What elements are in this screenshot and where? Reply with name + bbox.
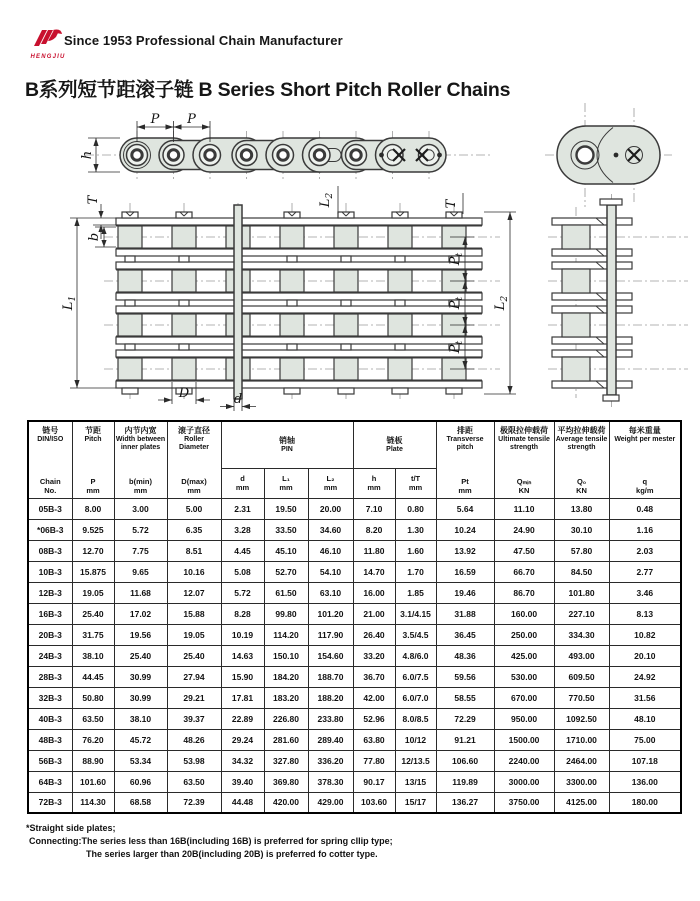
table-row (28, 792, 681, 813)
brand-logo-text: HENGJIU (30, 54, 66, 60)
table-cell: 15.875 (72, 561, 114, 582)
table-cell: 72B-3 (28, 792, 72, 813)
table-cell: 106.60 (436, 750, 494, 771)
table-row (28, 540, 681, 561)
table-cell: 19.05 (72, 582, 114, 603)
table-cell: 31.75 (72, 624, 114, 645)
table-cell: 11.10 (494, 498, 554, 519)
dim-label-d-roller: D (178, 386, 190, 401)
table-cell: 670.00 (494, 687, 554, 708)
table-cell: 56B-3 (28, 750, 72, 771)
table-cell: 5.64 (436, 498, 494, 519)
table-cell: 13.80 (554, 498, 609, 519)
table-cell: 1.85 (395, 582, 436, 603)
table-cell: 8.00 (72, 498, 114, 519)
table-cell: 24.92 (609, 666, 681, 687)
table-cell: 8.28 (221, 603, 264, 624)
col-transverse-pitch: 排距 Transverse pitch Pt mm (436, 421, 494, 498)
table-cell: 20B-3 (28, 624, 72, 645)
table-cell: 12/13.5 (395, 750, 436, 771)
table-cell: 68.58 (114, 792, 167, 813)
table-cell: 1.70 (395, 561, 436, 582)
subcol-pin-l1: L₁ mm (264, 468, 308, 498)
table-cell: 2.31 (221, 498, 264, 519)
table-cell: 1092.50 (554, 708, 609, 729)
table-cell: 30.99 (114, 687, 167, 708)
table-cell: 66.70 (494, 561, 554, 582)
table-cell: 29.24 (221, 729, 264, 750)
table-cell: 57.80 (554, 540, 609, 561)
table-cell: 4125.00 (554, 792, 609, 813)
table-row (28, 603, 681, 624)
table-cell: 2464.00 (554, 750, 609, 771)
footnotes (26, 822, 393, 861)
table-cell: 20.00 (308, 498, 353, 519)
table-cell: 25.40 (72, 603, 114, 624)
table-cell: 103.60 (353, 792, 395, 813)
table-cell: 54.10 (308, 561, 353, 582)
table-cell: 3.5/4.5 (395, 624, 436, 645)
page-title: B系列短节距滚子链 B Series Short Pitch Roller Chains (25, 79, 511, 101)
table-cell: 530.00 (494, 666, 554, 687)
table-cell: 60.96 (114, 771, 167, 792)
table-cell: 334.30 (554, 624, 609, 645)
table-cell: 24B-3 (28, 645, 72, 666)
table-cell: 4.45 (221, 540, 264, 561)
table-cell: 76.20 (72, 729, 114, 750)
table-cell: 17.81 (221, 687, 264, 708)
col-ultimate-strength: 极限拉伸载荷 Ultimate tensile strength Qₘᵢₙ KN (494, 421, 554, 498)
table-cell: 227.10 (554, 603, 609, 624)
table-cell: 6.0/7.0 (395, 687, 436, 708)
table-cell: 429.00 (308, 792, 353, 813)
table-cell: 47.50 (494, 540, 554, 561)
subcol-pin-d: d mm (221, 468, 264, 498)
dim-label-h: h (80, 150, 95, 160)
table-cell: 184.20 (264, 666, 308, 687)
table-cell: 5.72 (221, 582, 264, 603)
table-cell: 0.80 (395, 498, 436, 519)
table-cell: 7.75 (114, 540, 167, 561)
table-cell: 31.56 (609, 687, 681, 708)
subcol-plate-h: h mm (353, 468, 395, 498)
table-cell: 45.72 (114, 729, 167, 750)
table-row (28, 666, 681, 687)
table-cell: 13/15 (395, 771, 436, 792)
col-chain-no: 链号 DIN/ISO Chain No. (28, 421, 72, 498)
table-cell: 2240.00 (494, 750, 554, 771)
link-plan-view-drawing (545, 103, 672, 207)
table-cell: 101.60 (72, 771, 114, 792)
table-cell: 150.10 (264, 645, 308, 666)
table-cell: 46.10 (308, 540, 353, 561)
table-cell: 101.80 (554, 582, 609, 603)
table-cell: 1500.00 (494, 729, 554, 750)
table-cell: 8.13 (609, 603, 681, 624)
col-group-plate: 链板 Plate (353, 421, 436, 468)
table-row (28, 729, 681, 750)
table-cell: 4.8/6.0 (395, 645, 436, 666)
table-cell: 30.99 (114, 666, 167, 687)
table-cell: 114.20 (264, 624, 308, 645)
table-cell: 24.90 (494, 519, 554, 540)
table-cell: 28B-3 (28, 666, 72, 687)
table-cell: 21.00 (353, 603, 395, 624)
table-cell: 17.02 (114, 603, 167, 624)
table-cell: 38.10 (72, 645, 114, 666)
table-cell: 0.48 (609, 498, 681, 519)
table-cell: 7.10 (353, 498, 395, 519)
dim-label-pt1: $P_t$ (448, 252, 465, 266)
table-row (28, 771, 681, 792)
table-cell: 250.00 (494, 624, 554, 645)
table-cell: 5.00 (167, 498, 221, 519)
table-cell: 16.00 (353, 582, 395, 603)
dim-label-b: b (87, 232, 102, 242)
table-cell: 42.00 (353, 687, 395, 708)
table-cell: 50.80 (72, 687, 114, 708)
col-roller-diameter: 滚子直径 Roller Diameter D(max) mm (167, 421, 221, 498)
table-row (28, 687, 681, 708)
dim-label-pt3: $P_t$ (448, 340, 465, 354)
table-cell: 136.27 (436, 792, 494, 813)
table-cell: 15.90 (221, 666, 264, 687)
table-cell: 48.10 (609, 708, 681, 729)
col-inner-width: 内节内宽 Width between inner plates b(min) mm (114, 421, 167, 498)
spec-table (27, 420, 682, 814)
chain-side-view-drawing (80, 112, 492, 179)
table-cell: 493.00 (554, 645, 609, 666)
table-cell: 36.70 (353, 666, 395, 687)
spec-table-body (28, 498, 681, 813)
table-cell: 05B-3 (28, 498, 72, 519)
brand-tagline: Since 1953 Professional Chain Manufacturer (64, 33, 343, 48)
table-cell: 45.10 (264, 540, 308, 561)
dim-label-p2: P (187, 112, 196, 127)
dim-label-d-pin: d (233, 392, 243, 407)
table-cell: 10B-3 (28, 561, 72, 582)
table-cell: 61.50 (264, 582, 308, 603)
table-cell: 154.60 (308, 645, 353, 666)
multistrand-elevation-drawing (548, 194, 688, 408)
table-cell: 1.60 (395, 540, 436, 561)
table-cell: 3750.00 (494, 792, 554, 813)
table-cell: 19.56 (114, 624, 167, 645)
table-cell: 10.82 (609, 624, 681, 645)
table-cell: 86.70 (494, 582, 554, 603)
table-cell: 12.70 (72, 540, 114, 561)
table-cell: 25.40 (114, 645, 167, 666)
table-cell: 48B-3 (28, 729, 72, 750)
table-cell: 08B-3 (28, 540, 72, 561)
table-cell: 72.29 (436, 708, 494, 729)
table-cell: 22.89 (221, 708, 264, 729)
table-cell: 84.50 (554, 561, 609, 582)
table-cell: 9.65 (114, 561, 167, 582)
table-cell: 188.20 (308, 687, 353, 708)
dim-label-l2: $L_2$ (493, 295, 510, 311)
table-cell: 3000.00 (494, 771, 554, 792)
table-cell: 336.20 (308, 750, 353, 771)
table-cell: 12.07 (167, 582, 221, 603)
table-cell: 29.21 (167, 687, 221, 708)
dim-label-p1: P (150, 112, 160, 127)
table-cell: 48.26 (167, 729, 221, 750)
table-cell: 3.28 (221, 519, 264, 540)
table-cell: 3.46 (609, 582, 681, 603)
table-cell: 226.80 (264, 708, 308, 729)
col-weight: 每米重量 Weight per mester q kg/m (609, 421, 681, 498)
table-cell: 25.40 (167, 645, 221, 666)
table-cell: 12B-3 (28, 582, 72, 603)
table-cell: 107.18 (609, 750, 681, 771)
table-cell: 327.80 (264, 750, 308, 771)
table-cell: 378.30 (308, 771, 353, 792)
table-cell: 11.80 (353, 540, 395, 561)
table-cell: 14.70 (353, 561, 395, 582)
table-row (28, 519, 681, 540)
table-cell: 136.00 (609, 771, 681, 792)
subcol-pin-l2: L₂ mm (308, 468, 353, 498)
table-cell: 1.30 (395, 519, 436, 540)
dim-label-pt2: $P_t$ (448, 296, 465, 310)
table-cell: 40B-3 (28, 708, 72, 729)
table-cell: 38.10 (114, 708, 167, 729)
table-cell: 39.40 (221, 771, 264, 792)
table-cell: 36.45 (436, 624, 494, 645)
table-cell: 53.34 (114, 750, 167, 771)
table-cell: 33.50 (264, 519, 308, 540)
table-cell: 3.00 (114, 498, 167, 519)
table-cell: 52.96 (353, 708, 395, 729)
dim-label-t-left: T (86, 195, 101, 205)
table-row (28, 561, 681, 582)
multistrand-plan-view-drawing (61, 186, 516, 411)
table-cell: 77.80 (353, 750, 395, 771)
table-cell: 6.0/7.5 (395, 666, 436, 687)
table-cell: 9.525 (72, 519, 114, 540)
table-cell: 63.50 (72, 708, 114, 729)
table-cell: 15/17 (395, 792, 436, 813)
table-cell: 114.30 (72, 792, 114, 813)
footnote-line: The series larger than 20B(including 20B) is preferred fo cotter type. (86, 849, 378, 859)
table-cell: 59.56 (436, 666, 494, 687)
connecting-pin (234, 205, 242, 399)
table-cell: 63.80 (353, 729, 395, 750)
table-row (28, 708, 681, 729)
table-cell: 75.00 (609, 729, 681, 750)
table-cell: 88.90 (72, 750, 114, 771)
table-cell: 44.48 (221, 792, 264, 813)
table-cell: 13.92 (436, 540, 494, 561)
table-cell: 63.10 (308, 582, 353, 603)
table-cell: 39.37 (167, 708, 221, 729)
table-cell: *06B-3 (28, 519, 72, 540)
table-cell: 19.05 (167, 624, 221, 645)
table-cell: 10.16 (167, 561, 221, 582)
table-cell: 3300.00 (554, 771, 609, 792)
table-cell: 6.35 (167, 519, 221, 540)
table-cell: 53.98 (167, 750, 221, 771)
table-cell: 10.24 (436, 519, 494, 540)
table-cell: 5.72 (114, 519, 167, 540)
table-cell: 609.50 (554, 666, 609, 687)
dim-label-t-top: T (444, 199, 459, 209)
table-cell: 99.80 (264, 603, 308, 624)
table-row (28, 750, 681, 771)
roller-circles (124, 142, 440, 169)
table-cell: 289.40 (308, 729, 353, 750)
col-pitch: 节距 Pitch P mm (72, 421, 114, 498)
table-cell: 63.50 (167, 771, 221, 792)
table-cell: 32B-3 (28, 687, 72, 708)
table-cell: 770.50 (554, 687, 609, 708)
table-cell: 180.00 (609, 792, 681, 813)
table-cell: 101.20 (308, 603, 353, 624)
table-cell: 10/12 (395, 729, 436, 750)
col-group-pin: 销轴 PIN (221, 421, 353, 468)
table-cell: 117.90 (308, 624, 353, 645)
footnote-line: *Straight side plates; (26, 823, 116, 833)
table-cell: 72.39 (167, 792, 221, 813)
table-cell: 14.63 (221, 645, 264, 666)
table-cell: 425.00 (494, 645, 554, 666)
table-cell: 950.00 (494, 708, 554, 729)
table-row (28, 645, 681, 666)
dim-label-l2-top: $L_2$ (318, 192, 335, 208)
table-cell: 16B-3 (28, 603, 72, 624)
table-cell: 27.94 (167, 666, 221, 687)
table-cell: 10.19 (221, 624, 264, 645)
table-cell: 5.08 (221, 561, 264, 582)
table-cell: 369.80 (264, 771, 308, 792)
table-cell: 19.50 (264, 498, 308, 519)
table-cell: 44.45 (72, 666, 114, 687)
table-cell: 33.20 (353, 645, 395, 666)
table-cell: 15.88 (167, 603, 221, 624)
table-cell: 8.0/8.5 (395, 708, 436, 729)
table-cell: 91.21 (436, 729, 494, 750)
table-cell: 2.77 (609, 561, 681, 582)
table-cell: 31.88 (436, 603, 494, 624)
table-cell: 119.89 (436, 771, 494, 792)
table-row (28, 498, 681, 519)
table-cell: 11.68 (114, 582, 167, 603)
subcol-plate-t: t/T mm (395, 468, 436, 498)
table-cell: 3.1/4.15 (395, 603, 436, 624)
table-cell: 8.20 (353, 519, 395, 540)
table-cell: 1.16 (609, 519, 681, 540)
table-cell: 8.51 (167, 540, 221, 561)
table-row (28, 624, 681, 645)
footnote-line: Connecting:The series less than 16B(including 16B) is preferred for spring cllip type; (29, 836, 393, 846)
table-cell: 26.40 (353, 624, 395, 645)
table-cell: 90.17 (353, 771, 395, 792)
table-cell: 52.70 (264, 561, 308, 582)
table-cell: 64B-3 (28, 771, 72, 792)
table-cell: 34.60 (308, 519, 353, 540)
table-cell: 281.60 (264, 729, 308, 750)
table-cell: 188.70 (308, 666, 353, 687)
col-average-strength: 平均拉伸载荷 Average tensile strength Q₀ KN (554, 421, 609, 498)
table-row (28, 582, 681, 603)
table-cell: 30.10 (554, 519, 609, 540)
table-cell: 420.00 (264, 792, 308, 813)
dim-label-l1: $L_1$ (61, 295, 78, 311)
table-cell: 34.32 (221, 750, 264, 771)
table-cell: 16.59 (436, 561, 494, 582)
table-cell: 58.55 (436, 687, 494, 708)
table-cell: 233.80 (308, 708, 353, 729)
table-cell: 48.36 (436, 645, 494, 666)
table-cell: 19.46 (436, 582, 494, 603)
table-cell: 20.10 (609, 645, 681, 666)
table-cell: 2.03 (609, 540, 681, 561)
table-cell: 160.00 (494, 603, 554, 624)
spec-table-header (28, 421, 681, 498)
table-cell: 183.20 (264, 687, 308, 708)
table-cell: 1710.00 (554, 729, 609, 750)
